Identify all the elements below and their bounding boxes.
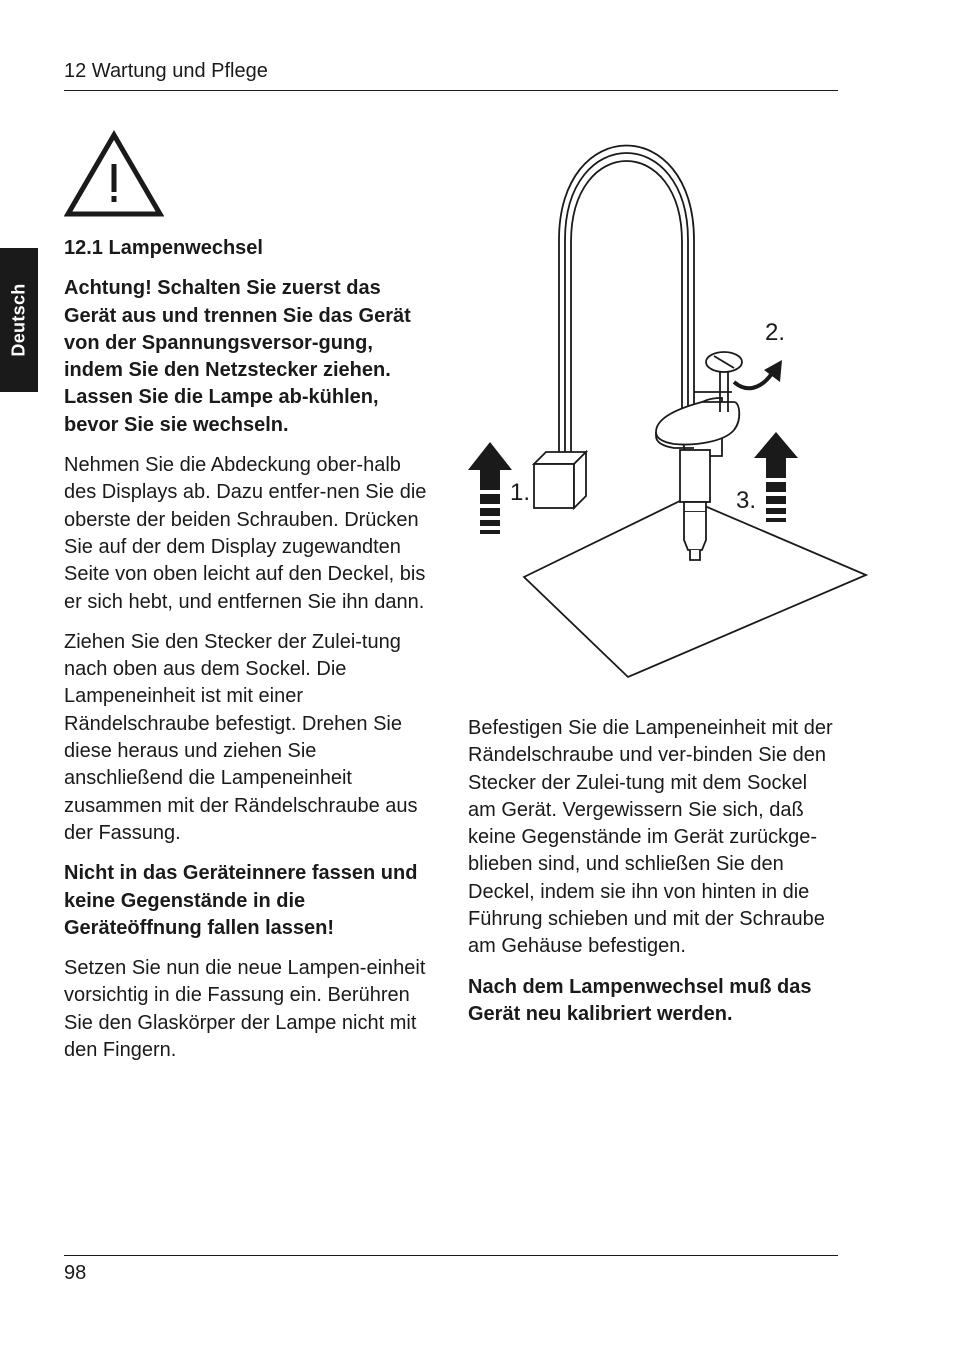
step-label-3: 3. [736, 487, 757, 514]
warning-triangle-icon [64, 130, 164, 220]
step-label-1: 1. [510, 479, 531, 506]
chapter-header: 12 Wartung und Pflege [64, 60, 268, 82]
language-tab-label: Deutsch [8, 283, 29, 357]
paragraph: Nehmen Sie die Abdeckung ober-halb des Displays ab. Dazu entfer-nen Sie die oberste der beiden Schrauben. Drücken Sie auf der dem Display zugewandten Seite von oben leicht auf den Deckel, bis er sich hebt, und entfernen Sie ihn dann. [64, 454, 427, 613]
up-arrow-icon [754, 432, 798, 522]
calibration-note: Nach dem Lampenwechsel muß das Gerät neu kalibriert werden. [468, 975, 812, 1025]
language-tab [0, 248, 38, 392]
paragraph: Setzen Sie nun die neue Lampen-einheit vorsichtig in die Fassung ein. Berühren Sie den Glaskörper der Lampe nicht mit den Fingern. [64, 957, 426, 1062]
caution-paragraph: Nicht in das Geräteinnere fassen und keine Gegenstände in die Geräteöffnung fallen lassen! [64, 862, 418, 939]
header-rule [64, 90, 838, 91]
right-column [468, 715, 840, 1041]
page-number: 98 [64, 1262, 87, 1284]
left-column [64, 235, 436, 1077]
step-label-2: 2. [765, 319, 786, 346]
connector-plug [534, 452, 586, 508]
paragraph: Befestigen Sie die Lampeneinheit mit der Rändelschraube und ver-binden Sie den Stecker der Zulei-tung mit dem Sockel am Gerät. Vergewissern Sie sich, daß keine Gegenstände im Gerät zurückge-blieben sind, und schließen Sie den Deckel, indem sie ihn von hinten in die Führung schieben und mit der Schraube am Gehäuse befestigen. [468, 717, 833, 958]
warning-paragraph: Achtung! Schalten Sie zuerst das Gerät aus und trennen Sie das Gerät von der Spannungsversor-gung, indem Sie den Netzstecker ziehen. Lassen Sie die Lampe ab-kühlen, bevor Sie sie wechseln. [64, 277, 411, 436]
lamp-unit [656, 392, 739, 560]
footer-rule [64, 1255, 838, 1256]
lamp-replacement-illustration [462, 120, 872, 690]
paragraph: Ziehen Sie den Stecker der Zulei-tung nach oben aus dem Sockel. Die Lampeneinheit ist mit einer Rändelschraube befestigt. Drehen Sie diese heraus und ziehen Sie anschließend die Lampeneinheit zusammen mit der Rändelschraube aus der Fassung. [64, 630, 418, 844]
up-arrow-icon [468, 442, 512, 534]
section-title: 12.1 Lampenwechsel [64, 237, 263, 259]
